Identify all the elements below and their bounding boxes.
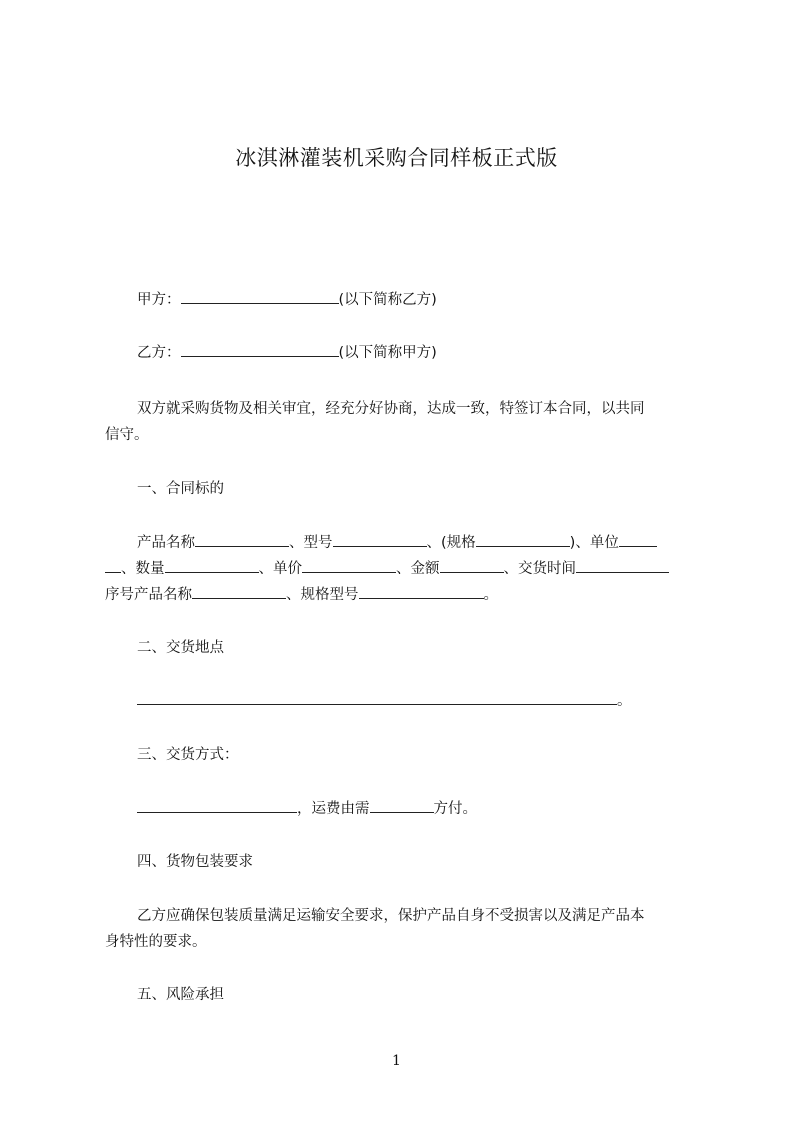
serial-product-name-label: 序号产品名称 bbox=[105, 587, 192, 603]
party-a-label: 甲方： bbox=[137, 292, 181, 308]
price-blank bbox=[302, 558, 396, 573]
unit-blank bbox=[619, 532, 657, 547]
intro-line-1: 双方就采购货物及相关审宜，经充分好协商，达成一致，特签订本合同，以共同 bbox=[137, 401, 645, 417]
intro-line-2: 信守。 bbox=[105, 427, 149, 443]
freight-label: ，运费由需 bbox=[297, 801, 370, 817]
quantity-label: 、数量 bbox=[121, 561, 165, 577]
delivery-location-line bbox=[105, 688, 733, 714]
price-label: 、单价 bbox=[258, 561, 302, 577]
spec-blank bbox=[476, 532, 570, 547]
line-end-period: 。 bbox=[483, 587, 498, 603]
party-b-note: (以下简称甲方) bbox=[338, 345, 437, 361]
document-title: 冰淇淋灌装机采购合同样板正式版 bbox=[235, 146, 558, 170]
section-5-heading: 五、风险承担 bbox=[137, 987, 224, 1003]
unit-label: )、单位 bbox=[569, 535, 619, 551]
party-a-line bbox=[105, 287, 733, 313]
packaging-line-1: 乙方应确保包装质量满足运输安全要求，保护产品自身不受损害以及满足产品本 bbox=[137, 908, 645, 924]
section-1-line-3 bbox=[105, 582, 701, 608]
page-number: 1 bbox=[392, 1053, 401, 1069]
freight-pay-label: 方付。 bbox=[433, 801, 477, 817]
spec-model-label: 、规格型号 bbox=[286, 587, 359, 603]
serial-product-name-blank bbox=[192, 584, 286, 599]
amount-label: 、金额 bbox=[396, 561, 440, 577]
unit-blank-cont bbox=[105, 558, 121, 573]
section-3-heading: 三、交货方式： bbox=[137, 747, 239, 763]
packaging-line-2: 身特性的要求。 bbox=[105, 934, 207, 950]
delivery-time-label: 、交货时间 bbox=[503, 561, 576, 577]
product-name-label: 产品名称 bbox=[137, 535, 195, 551]
section-2-heading: 二、交货地点 bbox=[137, 640, 224, 656]
location-end-period: 。 bbox=[617, 693, 632, 709]
freight-party-blank bbox=[370, 798, 434, 813]
party-b-line bbox=[105, 340, 733, 366]
party-a-note: (以下简称乙方) bbox=[338, 292, 437, 308]
model-blank bbox=[333, 532, 427, 547]
section-1-line-1 bbox=[105, 530, 733, 556]
amount-blank bbox=[440, 558, 504, 573]
delivery-time-blank bbox=[576, 558, 669, 573]
quantity-blank bbox=[165, 558, 259, 573]
party-b-blank bbox=[181, 342, 339, 357]
model-label: 、型号 bbox=[289, 535, 333, 551]
spec-model-blank bbox=[359, 584, 484, 599]
delivery-method-blank bbox=[137, 798, 297, 813]
delivery-method-line bbox=[105, 796, 733, 822]
party-a-blank bbox=[181, 289, 339, 304]
section-1-line-2 bbox=[105, 556, 701, 582]
party-b-label: 乙方： bbox=[137, 345, 181, 361]
section-1-heading: 一、合同标的 bbox=[137, 481, 224, 497]
section-4-heading: 四、货物包装要求 bbox=[137, 854, 253, 870]
product-name-blank bbox=[195, 532, 289, 547]
delivery-location-blank bbox=[137, 690, 617, 705]
spec-label: 、(规格 bbox=[426, 535, 476, 551]
